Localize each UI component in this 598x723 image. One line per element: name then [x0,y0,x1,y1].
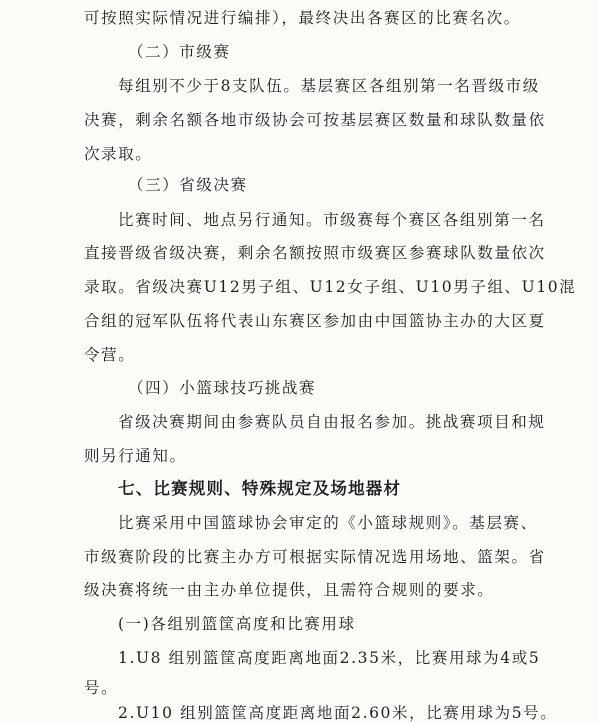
text-line: 级决赛将统一由主办单位提供，且需符合规则的要求。 [84,581,495,599]
text-line: 比赛时间、地点另行通知。市级赛每个赛区各组别第一名 [118,211,546,229]
text-line: 录取。省级决赛U12男子组、U12女子组、U10男子组、U10混 [84,278,577,296]
text-line: 决赛，剩余名额各地市级协会可按基层赛区数量和球队数量依 [84,111,546,129]
subheading-provincial-final: （三）省级决赛 [128,176,248,194]
text-line: 比赛采用中国篮球协会审定的《小篮球规则》。基层赛、 [118,514,538,532]
section-heading-rules: 七、比赛规则、特殊规定及场地器材 [118,479,402,498]
subheading-skills-challenge: （四）小篮球技巧挑战赛 [128,379,317,397]
text-line: 市级赛阶段的比赛主办方可根据实际情况选用场地、篮架。省 [84,548,546,566]
text-line: 直接晋级省级决赛，剩余名额按照市级赛区参赛球队数量依次 [84,244,546,262]
text-line: 合组的冠军队伍将代表山东赛区参加由中国篮协主办的大区夏 [84,312,546,330]
text-line: 2.U10 组别篮筐高度距离地面2.60米，比赛用球为5号。 [118,704,558,722]
text-line: 令营。 [84,346,136,364]
text-line: 可按照实际情况进行编排），最终决出各赛区的比赛名次。 [84,9,521,27]
text-line: 则另行通知。 [84,447,187,465]
text-line: 每组别不少于8支队伍。基层赛区各组别第一名晋级市级 [118,77,540,95]
text-line: 次录取。 [84,145,153,163]
text-line: 省级决赛期间由参赛队员自由报名参加。挑战赛项目和规 [118,413,546,431]
subheading-municipal: （二）市级赛 [128,43,231,61]
text-line: 号。 [84,679,119,697]
subheading-hoop-height: (一)各组别篮筐高度和比赛用球 [118,615,356,633]
text-line: 1.U8 组别篮筐高度距离地面2.35米，比赛用球为4或5 [118,649,541,667]
